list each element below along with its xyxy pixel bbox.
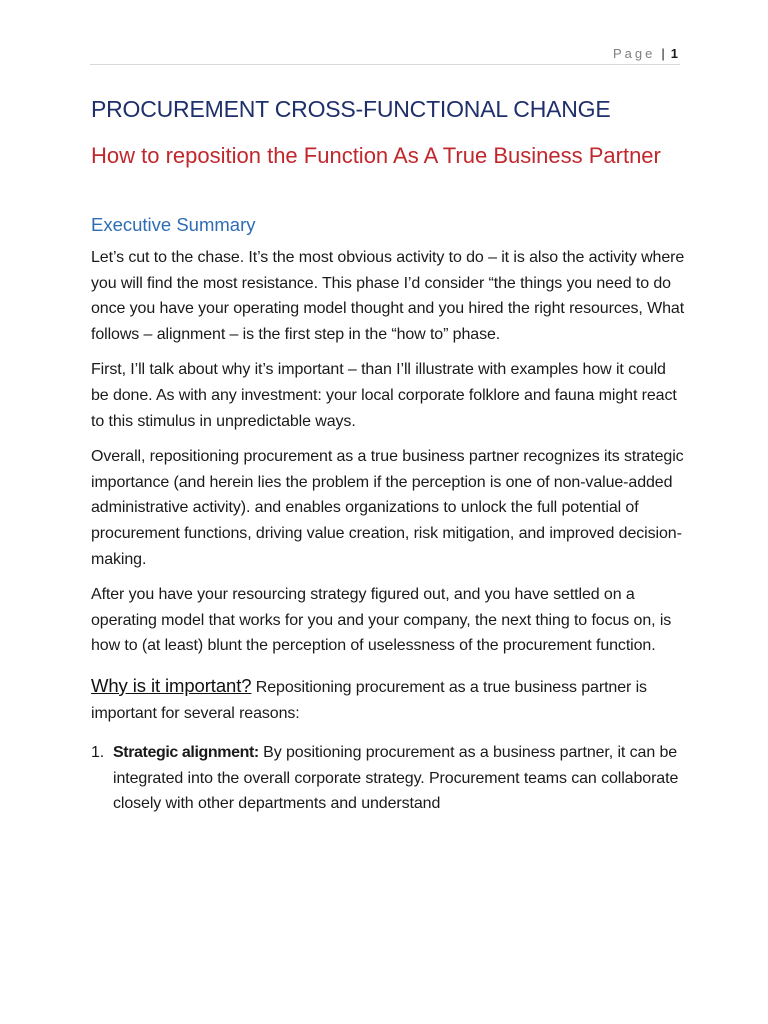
section-heading-executive-summary: Executive Summary (91, 214, 256, 235)
header-divider (90, 64, 680, 65)
paragraph: After you have your resourcing strategy figured out, and you have settled on a operating model that works for you and your company, the next thing to focus on, is how to (at least) blunt the perception of uselessness of the procurement function. (91, 586, 672, 655)
why-important-heading: Why is it important? (91, 674, 252, 696)
list-item-number: 1. (91, 744, 105, 762)
paragraph: Let’s cut to the chase. It’s the most obvious activity to do – it is also the activity where you will find the most resistance. This phase I’d consider “the things you need to do once you have your operating model thought and you hired the right resources, What follows – alignment – is the first step in the “how to” phase. (91, 249, 685, 343)
list-item-term: Strategic alignment: (113, 744, 259, 762)
page-label: Page (613, 46, 656, 61)
why-important-paragraph (91, 673, 687, 726)
page-header (613, 46, 678, 61)
list-item-body (113, 740, 687, 817)
page-number: 1 (670, 46, 678, 61)
page-separator: | (661, 46, 665, 61)
why-important-text: Repositioning procurement as a true business partner is important for several reasons: (91, 678, 647, 722)
list-item (91, 740, 687, 817)
document-subtitle: How to reposition the Function As A True Business Partner (91, 143, 661, 168)
list-item-text: By positioning procurement as a business partner, it can be integrated into the overall corporate strategy. Procurement teams can collaborate closely with other departments and understand (113, 744, 679, 813)
paragraph: First, I’ll talk about why it’s important – than I’ll illustrate with examples how it could be done. As with any investment: your local corporate folklore and fauna might react to this stimulus in unpredictable ways. (91, 361, 677, 430)
document-title: PROCUREMENT CROSS-FUNCTIONAL CHANGE (91, 96, 611, 122)
paragraph: Overall, repositioning procurement as a true business partner recognizes its strategic importance (and herein lies the problem if the perception is one of non-value-added administrative activity). and enables organizations to unlock the full potential of procurement functions, driving value creation, risk mitigation, and improved decision-making. (91, 448, 684, 568)
document-body (91, 96, 687, 817)
